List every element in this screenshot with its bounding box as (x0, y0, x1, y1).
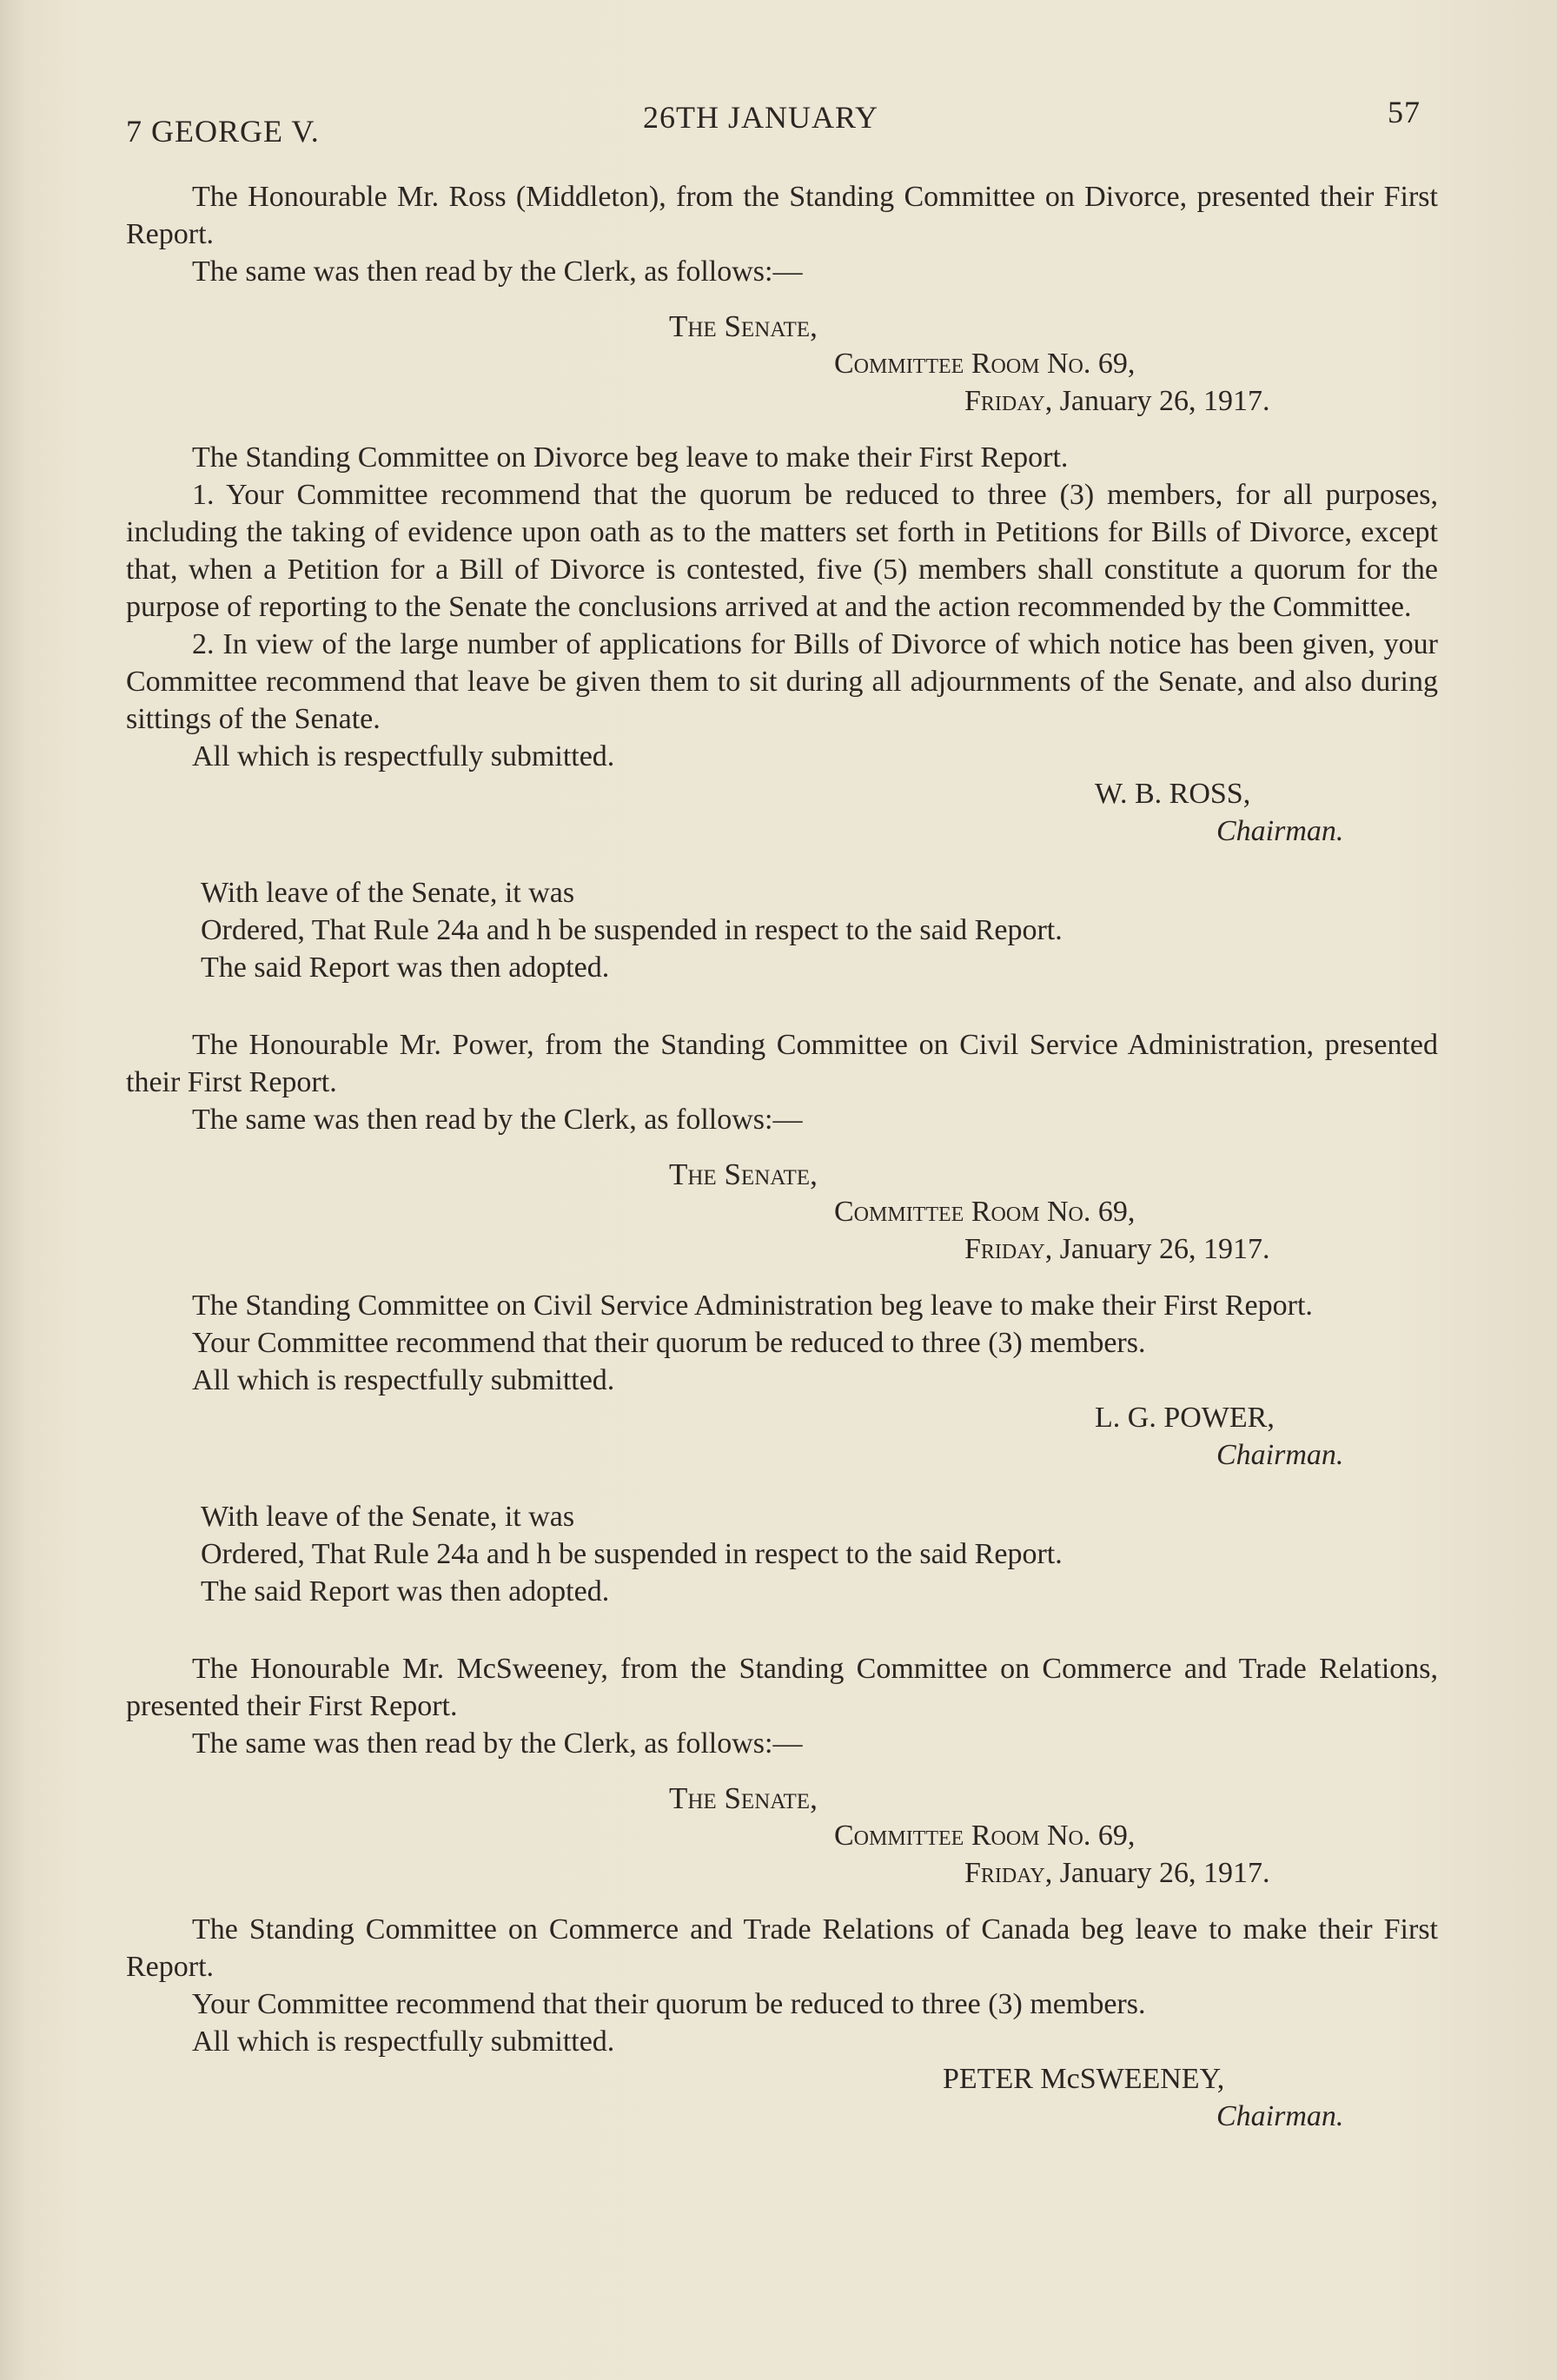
report-submission: All which is respectfully submitted. (192, 1364, 615, 1396)
resolution-block (126, 874, 1438, 986)
address-day: Friday, (964, 1233, 1053, 1265)
address-day: Friday, (964, 1857, 1053, 1889)
address-date-text: January 26, 1917. (1059, 385, 1270, 417)
resolution-line: With leave of the Senate, it was (201, 1501, 575, 1533)
commerce-committee-report (126, 1650, 1438, 2135)
report-paragraph: 1. Your Committee recommend that the quorum be reduced to three (3) members, for all purposes, including the taking of evidence upon oath as to the matters set forth in Petitions for Bills of Divorce, except that, when a Petition for a Bill of Divorce is contested, five (5) members shall constitute a quorum for the purpose of reporting to the Senate the conclusions arrived at and the action recommended by the Committee. (126, 479, 1438, 623)
signature-title: Chairman. (1216, 2100, 1344, 2132)
civil-service-committee-report (126, 1026, 1438, 1610)
signature-name: PETER McSWEENEY, (943, 2063, 1225, 2095)
report-submission: All which is respectfully submitted. (192, 740, 615, 772)
signature-title: Chairman. (1216, 1439, 1344, 1471)
header-date: 26TH JANUARY (643, 100, 879, 135)
report-paragraph: The Standing Committee on Commerce and Trade Relations of Canada beg leave to make their First Report. (126, 1913, 1438, 1983)
resolution-line: The said Report was then adopted. (201, 951, 610, 984)
header-session: 7 GEORGE V. (126, 114, 320, 149)
address-date (964, 1230, 1438, 1268)
report-paragraph: The Standing Committee on Divorce beg leave to make their First Report. (192, 441, 1069, 474)
report-paragraph: Your Committee recommend that their quorum be reduced to three (3) members. (192, 1327, 1146, 1359)
report-paragraph: 2. In view of the large number of applications for Bills of Divorce of which notice has been given, your Committee recommend that leave be given them to sit during all adjournments of the Senate, and also during sittings of the Senate. (126, 628, 1438, 735)
resolution-line: With leave of the Senate, it was (201, 877, 575, 909)
report-intro: The Honourable Mr. McSweeney, from the Standing Committee on Commerce and Trade Relations, presented their First Report. (126, 1653, 1438, 1722)
resolution-line: The said Report was then adopted. (201, 1575, 610, 1608)
address-room: Committee Room No. 69, (834, 1820, 1136, 1852)
signature-title: Chairman. (1216, 815, 1344, 847)
signature-name: W. B. ROSS, (1095, 778, 1251, 810)
report-paragraph: The Standing Committee on Civil Service Administration beg leave to make their First Report. (192, 1289, 1313, 1322)
report-submission: All which is respectfully submitted. (192, 2025, 615, 2058)
report-paragraph: Your Committee recommend that their quorum be reduced to three (3) members. (192, 1988, 1146, 2020)
address-senate: The Senate, (669, 309, 818, 343)
resolution-line: Ordered, That Rule 24a and h be suspended in respect to the said Report. (201, 1538, 1063, 1570)
address-senate: The Senate, (669, 1781, 818, 1815)
address-date-text: January 26, 1917. (1059, 1233, 1270, 1265)
page-number: 57 (1388, 95, 1421, 129)
divorce-committee-report (126, 178, 1438, 986)
report-read-note: The same was then read by the Clerk, as follows:— (192, 255, 803, 288)
resolution-block (126, 1498, 1438, 1610)
address-date (964, 382, 1438, 420)
resolution-line: Ordered, That Rule 24a and h be suspended in respect to the said Report. (201, 914, 1063, 946)
page-body (126, 178, 1438, 2175)
address-day: Friday, (964, 385, 1053, 417)
report-read-note: The same was then read by the Clerk, as follows:— (192, 1727, 803, 1760)
signature-name: L. G. POWER, (1095, 1402, 1275, 1434)
report-intro: The Honourable Mr. Power, from the Standing Committee on Civil Service Administration, presented their First Report. (126, 1029, 1438, 1098)
address-date (964, 1854, 1438, 1892)
address-room: Committee Room No. 69, (834, 348, 1136, 380)
report-intro: The Honourable Mr. Ross (Middleton), from the Standing Committee on Divorce, presented their First Report. (126, 181, 1438, 250)
page-header (126, 94, 1429, 149)
address-room: Committee Room No. 69, (834, 1196, 1136, 1228)
report-read-note: The same was then read by the Clerk, as follows:— (192, 1104, 803, 1136)
address-date-text: January 26, 1917. (1059, 1857, 1270, 1889)
address-senate: The Senate, (669, 1157, 818, 1191)
